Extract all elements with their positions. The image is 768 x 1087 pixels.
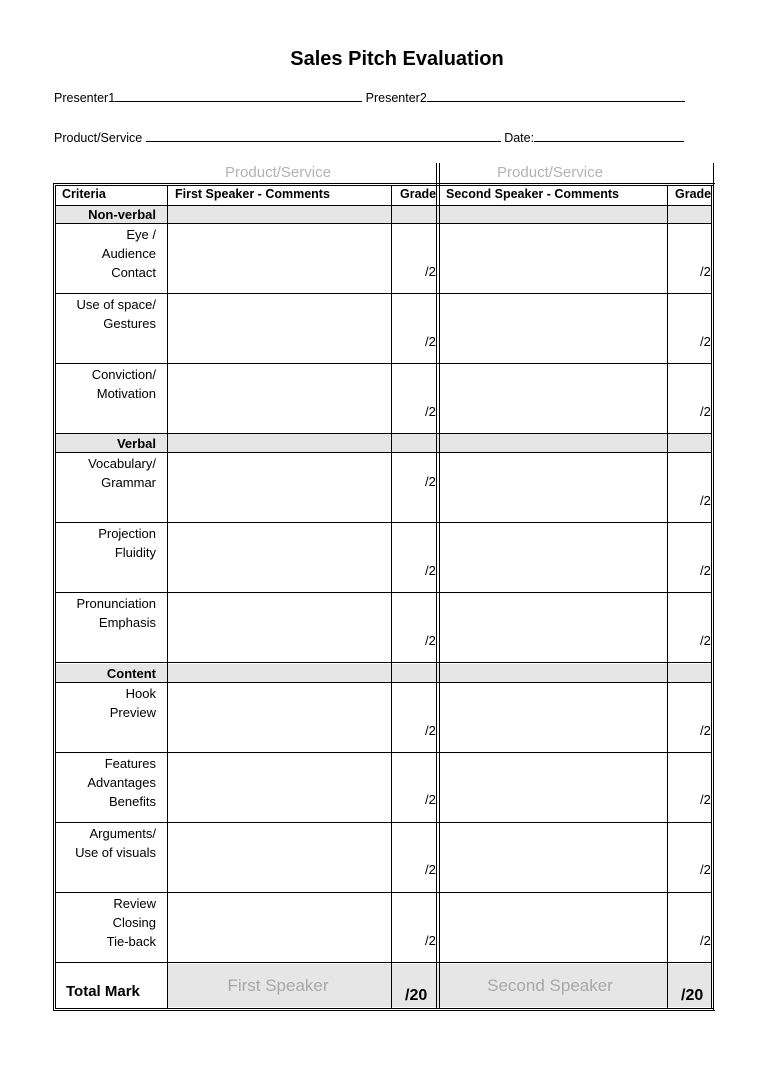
total1-cell[interactable]: /20 [405,987,428,1004]
criteria-line: Use of space/ [76,297,156,312]
presenter2-label: Presenter2 [365,91,427,105]
header-criteria: Criteria [62,187,106,201]
total2-cell[interactable]: /20 [681,987,704,1004]
criteria-line: Features [104,756,156,771]
grade1-cell[interactable]: /2 [425,264,436,279]
criteria-row-review [56,894,156,951]
presenter1-field[interactable] [115,89,362,102]
criteria-row-features [56,754,156,811]
criteria-line: Fluidity [114,545,156,560]
criteria-row-arguments [56,824,156,862]
section-label-nonverbal: Non-verbal [88,207,156,222]
section-label-content: Content [106,666,156,681]
second-speaker-label: Second Speaker [487,976,613,995]
criteria-line: Use of visuals [75,845,156,860]
grade2-cell[interactable]: /2 [700,723,711,738]
grade1-cell[interactable]: /2 [425,633,436,648]
header-grade1: Grade [400,187,436,201]
criteria-line: Closing [112,915,156,930]
criteria-row-conviction [56,365,156,403]
grade1-cell[interactable]: /2 [425,862,436,877]
grade2-cell[interactable]: /2 [700,862,711,877]
first-speaker-label: First Speaker [227,976,329,995]
criteria-line: Hook [125,686,156,701]
criteria-row-space-gestures [56,295,156,333]
grade1-cell[interactable]: /2 [425,723,436,738]
grade1-cell[interactable]: /2 [425,933,436,948]
criteria-line: Vocabulary/ [88,456,156,471]
total-mark-label: Total Mark [66,983,140,1000]
header-first-comments: First Speaker - Comments [175,187,330,201]
criteria-row-eye-contact [56,225,156,282]
criteria-line: Arguments/ [89,826,156,841]
date-label: Date: [504,131,535,145]
criteria-line: Motivation [96,386,156,401]
criteria-line: Eye / [126,227,156,242]
criteria-row-projection [56,524,156,562]
criteria-line: Benefits [109,794,156,809]
grade2-cell[interactable]: /2 [700,493,711,508]
grade2-cell[interactable]: /2 [700,633,711,648]
grade1-cell[interactable]: /2 [425,404,436,419]
grade2-cell[interactable]: /2 [700,563,711,578]
grade1-cell[interactable]: /2 [425,334,436,349]
presenter2-field[interactable] [427,89,685,102]
grade2-cell[interactable]: /2 [700,264,711,279]
grade1-cell[interactable]: /2 [425,792,436,807]
section-label-verbal: Verbal [116,436,156,451]
date-field[interactable] [534,129,684,142]
criteria-line: Pronunciation [76,596,156,611]
criteria-line: Conviction/ [91,367,156,382]
criteria-row-vocabulary [56,454,156,492]
criteria-line: Tie-back [106,934,156,949]
criteria-row-hook [56,684,156,722]
header-grade2: Grade [675,187,711,201]
product-label: Product/Service [54,131,143,145]
presenter-fields [54,89,685,105]
criteria-line: Audience [101,246,156,261]
group1-title: Product/Service [225,164,331,181]
grade1-cell[interactable]: /2 [425,563,436,578]
grade2-cell[interactable]: /2 [700,792,711,807]
criteria-line: Emphasis [98,615,156,630]
header-second-comments: Second Speaker - Comments [446,187,619,201]
criteria-row-pronunciation [56,594,156,632]
product-date-fields [54,129,684,145]
criteria-line: Advantages [87,775,156,790]
grade1-cell[interactable]: /2 [425,474,436,489]
grade2-cell[interactable]: /2 [700,933,711,948]
criteria-line: Grammar [101,475,156,490]
grade2-cell[interactable]: /2 [700,334,711,349]
criteria-line: Preview [109,705,156,720]
presenter1-label: Presenter1 [54,91,116,105]
criteria-line: Projection [98,526,156,541]
group2-title: Product/Service [497,164,603,181]
criteria-line: Gestures [103,316,156,331]
page-title: Sales Pitch Evaluation [290,48,504,70]
criteria-line: Contact [111,265,156,280]
criteria-line: Review [113,896,156,911]
grade2-cell[interactable]: /2 [700,404,711,419]
product-field[interactable] [146,129,501,142]
